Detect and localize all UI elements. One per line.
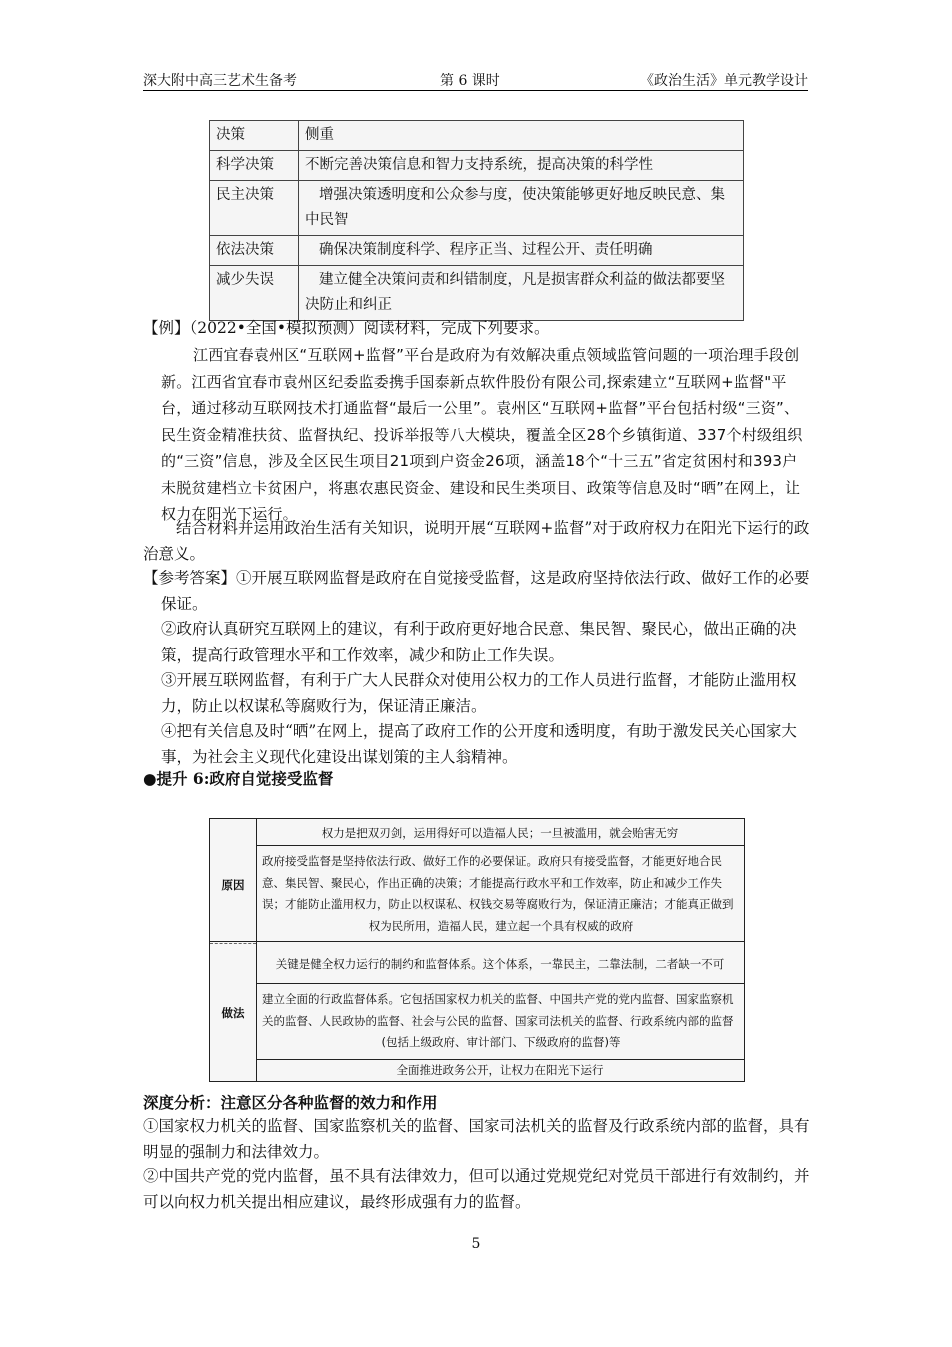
page-number: 5 [471, 1236, 481, 1252]
header-left: 深大附中高三艺术生备考 [143, 73, 297, 89]
analysis-title: 深度分析：注意区分各种监督的效力和作用 [143, 1093, 438, 1112]
table-cell: 科学决策 [210, 151, 299, 181]
dashed-line [210, 943, 256, 944]
page-header [143, 68, 808, 91]
method-box-1: 关键是健全权力运行的制约和监督体系。这个体系，一靠民主，二靠法制，二者缺一不可 [275, 957, 725, 971]
table-header-row [210, 121, 744, 151]
table-header-cell: 决策 [210, 121, 299, 151]
reason-box-1: 权力是把双刃剑，运用得好可以造福人民；一旦被滥用，就会贻害无穷 [321, 826, 679, 840]
table-cell: 依法决策 [210, 236, 299, 266]
table-cell: 确保决策制度科学、程序正当、过程公开、责任明确 [299, 236, 744, 266]
table-cell: 民主决策 [210, 181, 299, 236]
method-box-2: 建立全面的行政监督体系。它包括国家权力机关的监督、中国共产党的党内监督、国家监察机关的监督、人民政协的监督、社会与公民的监督、国家司法机关的监督、行政系统内部的监督(包括上级政府、审计部门、下级政府的监督)等 [262, 992, 734, 1049]
table-header-cell: 侧重 [299, 121, 744, 151]
example-material: 江西宜春袁州区“互联网+监督”平台是政府为有效解决重点领域监管问题的一项治理手段创新。江西省宜春市袁州区纪委监委携手国泰新点软件股份有限公司,探索建立“互联网+监督"平台，通过移动互联网技术打通监督“最后一公里”。袁州区“互联网+监督”平台包括村级“三资”、民生资金精准扶贫、监督执纪、投诉举报等八大模块，覆盖全区28个乡镇街道、337个村级组织的“三资”信息，涉及全区民生项目21项到户资金26项，涵盖18个“十三五”省定贫困村和393户未脱贫建档立卡贫困户，将惠农惠民资金、建设和民生类项目、政策等信息及时“晒”在网上，让权力在阳光下运行。 [161, 346, 803, 523]
table-row [210, 236, 744, 266]
table-cell: 不断完善决策信息和智力支持系统，提高决策的科学性 [299, 151, 744, 181]
section-title: ●提升 6:政府自觉接受监督 [143, 769, 334, 788]
supervision-diagram [209, 818, 745, 1082]
header-right: 《政治生活》单元教学设计 [640, 73, 808, 89]
header-center: 第 6 课时 [440, 73, 500, 89]
table-row [210, 266, 744, 321]
example-title: 【例】（2022•全国•模拟预测）阅读材料，完成下列要求。 [143, 319, 550, 337]
decision-table [209, 120, 744, 321]
table-row [210, 151, 744, 181]
divider-line [256, 983, 744, 984]
table-row [210, 181, 744, 236]
table-cell: 减少失误 [210, 266, 299, 321]
answer-block [143, 566, 811, 770]
method-label: 做法 [221, 1006, 245, 1020]
table-cell: 增强决策透明度和公众参与度，使决策能够更好地反映民意、集中民智 [299, 181, 744, 236]
reason-label: 原因 [221, 878, 245, 892]
reason-box-2: 政府接受监督是坚持依法行政、做好工作的必要保证。政府只有接受监督，才能更好地合民意、集民智、聚民心，作出正确的决策；才能提高行政水平和工作效率，防止和减少工作失误；才能防止滥用权力，防止以权谋私、权钱交易等腐败行为，保证清正廉洁；才能真正做到权为民所用，造福人民，建立起一个具有权威的政府 [262, 854, 734, 933]
analysis-point: ①国家权力机关的监督、国家监察机关的监督、国家司法机关的监督及行政系统内部的监督，具有明显的强制力和法律效力。 [143, 1117, 810, 1161]
answer-item: ③开展互联网监督，有利于广大人民群众对使用公权力的工作人员进行监督，才能防止滥用权力，防止以权谋私等腐败行为，保证清正廉洁。 [161, 671, 797, 715]
answer-label: 【参考答案】 [143, 569, 237, 587]
method-box-3: 全面推进政务公开，让权力在阳光下运行 [396, 1063, 604, 1077]
answer-item: ④把有关信息及时“晒”在网上，提高了政府工作的公开度和透明度，有助于激发民关心国家大事，为社会主义现代化建设出谋划策的主人翁精神。 [161, 722, 797, 766]
divider-line [210, 941, 744, 942]
table-cell: 建立健全决策问责和纠错制度，凡是损害群众利益的做法都要坚决防止和纠正 [299, 266, 744, 321]
answer-item: ②政府认真研究互联网上的建议，有利于政府更好地合民意、集民智、聚民心，做出正确的决策，提高行政管理水平和工作效率，减少和防止工作失误。 [161, 620, 797, 664]
example-question: 结合材料并运用政治生活有关知识，说明开展“互联网+监督”对于政府权力在阳光下运行的政治意义。 [143, 519, 810, 563]
analysis-point: ②中国共产党的党内监督，虽不具有法律效力，但可以通过党规党纪对党员干部进行有效制约，并可以向权力机关提出相应建议，最终形成强有力的监督。 [143, 1167, 810, 1211]
divider-line [256, 845, 744, 846]
answer-item: ①开展互联网监督是政府在自觉接受监督，这是政府坚持依法行政、做好工作的必要保证。 [161, 569, 810, 613]
